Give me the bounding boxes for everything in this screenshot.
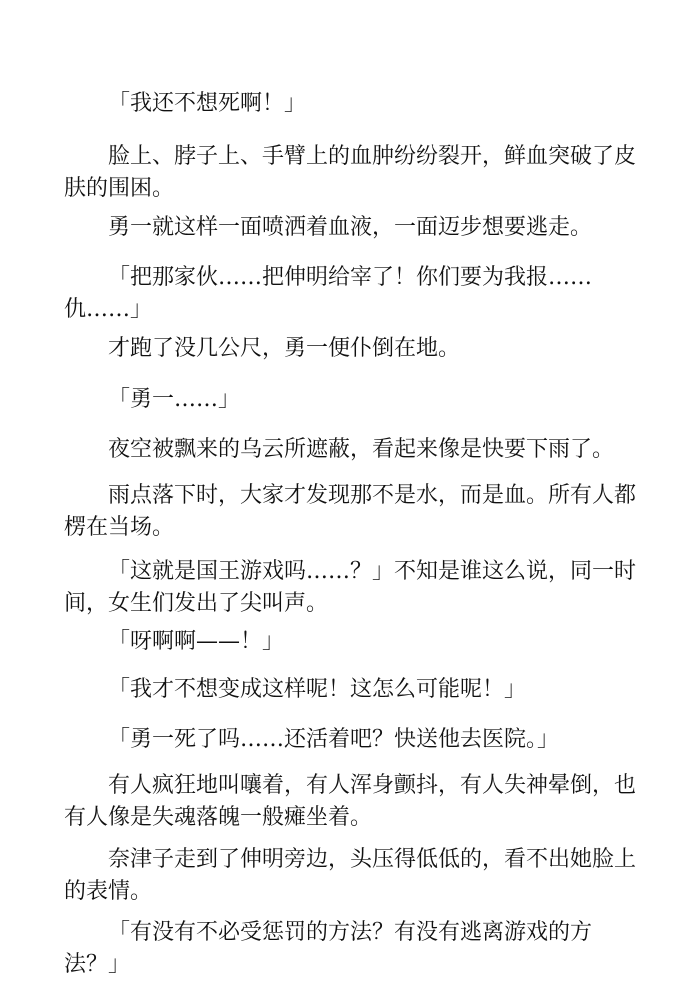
paragraph-7: 夜空被飘来的乌云所遮蔽，看起来像是快要下雨了。 [108,437,615,462]
paragraph-11: 「我才不想变成这样呢！这怎么可能呢！」 [108,677,527,702]
paragraph-5: 才跑了没几公尺，勇一便仆倒在地。 [108,336,461,361]
paragraph-2: 脸上、脖子上、手臂上的血肿纷纷裂开，鲜血突破了皮肤的围困。 [64,144,637,201]
paragraph-4: 「把那家伙……把伸明给宰了！你们要为我报……仇……」 [64,265,593,322]
paragraph-9: 「这就是国王游戏吗……？」不知是谁这么说，同一时间，女生们发出了尖叫声。 [64,559,637,616]
paragraph-12: 「勇一死了吗……还活着吧？快送他去医院。」 [108,727,560,752]
paragraph-10: 「呀啊啊——！」 [108,629,285,654]
paragraph-15: 「有没有不必受惩罚的方法？有没有逃离游戏的方法？」 [64,920,593,977]
paragraph-3: 勇一就这样一面喷洒着血液，一面迈步想要逃走。 [108,215,593,240]
paragraph-14: 奈津子走到了伸明旁边，头压得低低的，看不出她脸上的表情。 [64,847,637,904]
paragraph-8: 雨点落下时，大家才发现那不是水，而是血。所有人都楞在当场。 [64,483,637,540]
paragraph-6: 「勇一……」 [108,387,241,412]
paragraph-1: 「我还不想死啊！」 [108,91,307,116]
paragraph-13: 有人疯狂地叫嚷着，有人浑身颤抖，有人失神晕倒，也有人像是失魂落魄一般瘫坐着。 [64,773,637,830]
